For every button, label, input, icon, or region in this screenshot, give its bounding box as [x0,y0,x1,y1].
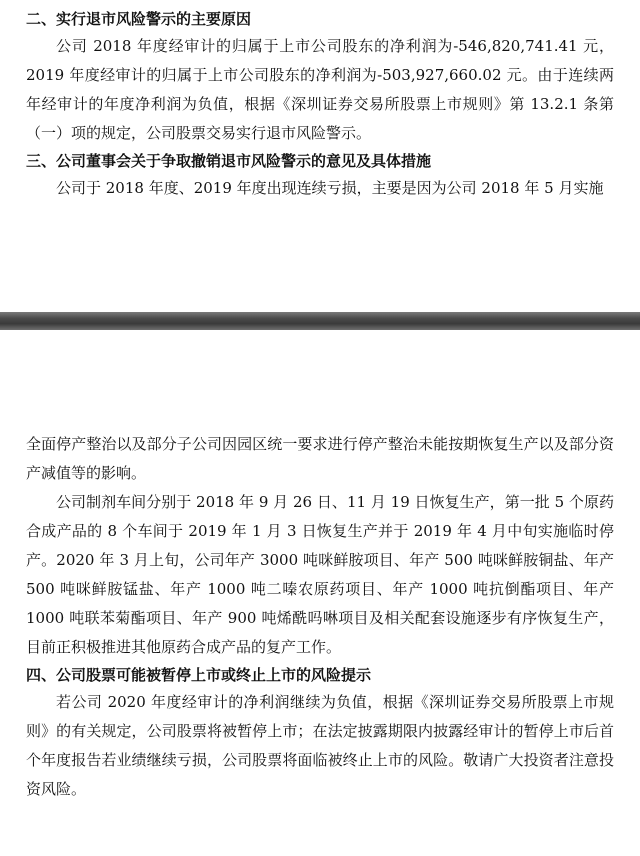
document-page-bottom [0,330,640,856]
section-three-paragraph-continued: 全面停产整治以及部分子公司因园区统一要求进行停产整治未能按期恢复生产以及部分资产减值等的影响。 [26,435,614,482]
section-three-heading: 三、公司董事会关于争取撤销退市风险警示的意见及具体措施 [26,152,432,170]
section-three-paragraph-start: 公司于 2018 年度、2019 年度出现连续亏损，主要是因为公司 2018 年 5 月实施 [56,179,604,197]
section-four-heading: 四、公司股票可能被暂停上市或终止上市的风险提示 [26,666,372,684]
page-separator [0,312,640,330]
section-two-paragraph: 公司 2018 年度经审计的归属于上市公司股东的净利润为-546,820,741.41 元，2019 年度经审计的归属于上市公司股东的净利润为-503,927,660.02 元。由于连续两年经审计的年度净利润为负值，根据《深圳证券交易所股票上市规则》第 13.2.1 条第（一）项的规定，公司股票交易实行退市风险警示。 [26,37,614,142]
section-four-paragraph: 若公司 2020 年度经审计的净利润继续为负值，根据《深圳证券交易所股票上市规则》的有关规定，公司股票将被暂停上市；在法定披露期限内披露经审计的暂停上市后首个年度报告若业绩继续亏损，公司股票将面临被终止上市的风险。敬请广大投资者注意投资风险。 [26,693,614,798]
section-three-paragraph-2: 公司制剂车间分别于 2018 年 9 月 26 日、11 月 19 日恢复生产，第一批 5 个原药合成产品的 8 个车间于 2019 年 1 月 3 日恢复生产并于 2019 年 4 月中旬实施临时停产。2020 年 3 月上旬，公司年产 3000 吨咪鲜胺项目、年产 500 吨咪鲜胺铜盐、年产 500 吨咪鲜胺锰盐、年产 1000 吨二嗪农原药项目、年产 1000 吨抗倒酯项目、年产 1000 吨联苯菊酯项目、年产 900 吨烯酰吗啉项目及相关配套设施逐步有序恢复生产，目前正积极推进其他原药合成产品的复产工作。 [26,493,614,656]
section-two-heading: 二、实行退市风险警示的主要原因 [26,10,252,28]
document-page-top [0,0,640,312]
